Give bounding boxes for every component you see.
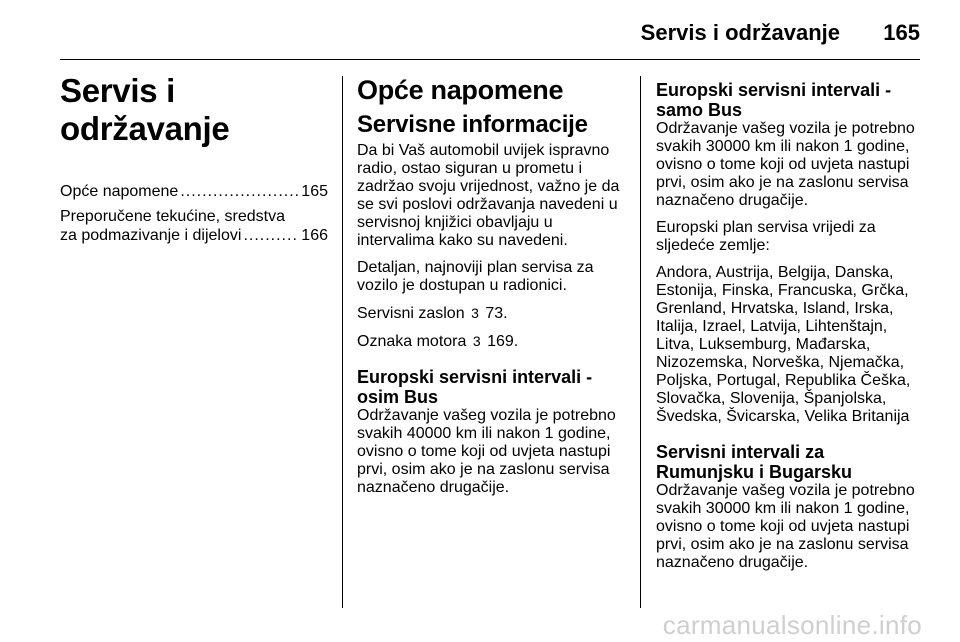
- page-header: [0, 0, 960, 58]
- page-number: 165: [883, 20, 920, 45]
- paragraph-service-plan: Detaljan, najnoviji plan servisa za vozilo je dostupan u radionici.: [357, 259, 594, 294]
- toc-column: [60, 72, 328, 251]
- toc-entry-opce-napomene[interactable]: [60, 182, 328, 201]
- toc-entry-page: 166: [301, 227, 328, 244]
- column-divider-1: [342, 76, 343, 608]
- reference-page: 73.: [485, 305, 508, 322]
- intervals-column: [656, 80, 926, 581]
- page-reference-icon: 3: [471, 305, 479, 321]
- toc-entry-preporucene-tekucine[interactable]: [60, 207, 328, 245]
- heading-romania-bulgaria-intervals: Servisni intervali za Rumunjsku i Bugarsku: [656, 442, 853, 482]
- heading-eu-intervals-except-bus: Europski servisni intervali - osim Bus: [357, 367, 593, 407]
- cross-reference-engine-code[interactable]: [357, 332, 627, 351]
- chapter-title: Servis i održavanje: [60, 72, 230, 147]
- reference-text: Servisni zaslon: [357, 305, 465, 322]
- heading-eu-intervals-bus: Europski servisni intervali - samo Bus: [656, 80, 892, 120]
- paragraph-eu-plan-countries-intro: Europski plan servisa vrijedi za sljedeće zemlje:: [656, 219, 876, 254]
- reference-text: Oznaka motora: [357, 333, 467, 350]
- cross-reference-service-display[interactable]: [357, 304, 627, 323]
- site-watermark: carmanualsonline.info: [662, 610, 922, 640]
- reference-page: 169.: [487, 333, 519, 350]
- toc-entry-line1: Preporučene tekućine, sredstva: [60, 208, 286, 225]
- header-rule: [60, 59, 920, 60]
- general-notes-column: [357, 74, 627, 506]
- toc-leader-dots: [180, 182, 299, 201]
- toc-leader-dots: [243, 226, 299, 245]
- paragraph-eu-intervals-except-bus: Održavanje vašeg vozila je potrebno svakih 40000 km ili nakon 1 godine, ovisno o tome koji od uvjeta nastupi prvi, osim ako je na zaslonu servisa naznačeno drugačije.: [357, 407, 616, 496]
- page-reference-icon: 3: [472, 333, 481, 349]
- subsection-title: Servisne informacije: [357, 111, 588, 138]
- toc-entry-label: Opće napomene: [60, 183, 179, 200]
- paragraph-romania-bulgaria-intervals: Održavanje vašeg vozila je potrebno svakih 30000 km ili nakon 1 godine, ovisno o tome koji od uvjeta nastupi prvi, osim ako je na zaslonu servisa naznačeno drugačije.: [656, 482, 915, 571]
- paragraph-country-list: Andora, Austrija, Belgija, Danska, Estonija, Finska, Francuska, Grčka, Grenland, Hrvatska, Island, Irska, Italija, Izrael, Latvija, Lihtenštajn, Litva, Luksemburg, Mađarska, Nizozemska, Norveška, Njemačka, Poljska, Portugal, Republika Češka, Slovačka, Slovenija, Španjolska, Švedska, Švicarska, Velika Britanija: [656, 264, 911, 425]
- section-title: Opće napomene: [357, 75, 564, 105]
- toc-entry-page: 165: [301, 183, 328, 200]
- paragraph-service-info: Da bi Vaš automobil uvijek ispravno radio, ostao siguran u prometu i zadržao svoju vrijednost, važno je da se svi poslovi održavanja navedeni u servisnoj knjižici obavljaju u intervalima kako su navedeni.: [357, 142, 620, 249]
- paragraph-eu-intervals-bus: Održavanje vašeg vozila je potrebno svakih 30000 km ili nakon 1 godine, ovisno o tome koji od uvjeta nastupi prvi, osim ako je na zaslonu servisa naznačeno drugačije.: [656, 120, 915, 209]
- column-divider-2: [640, 76, 641, 608]
- header-title: Servis i održavanje: [640, 20, 840, 45]
- toc-entry-label: za podmazivanje i dijelovi: [60, 227, 242, 244]
